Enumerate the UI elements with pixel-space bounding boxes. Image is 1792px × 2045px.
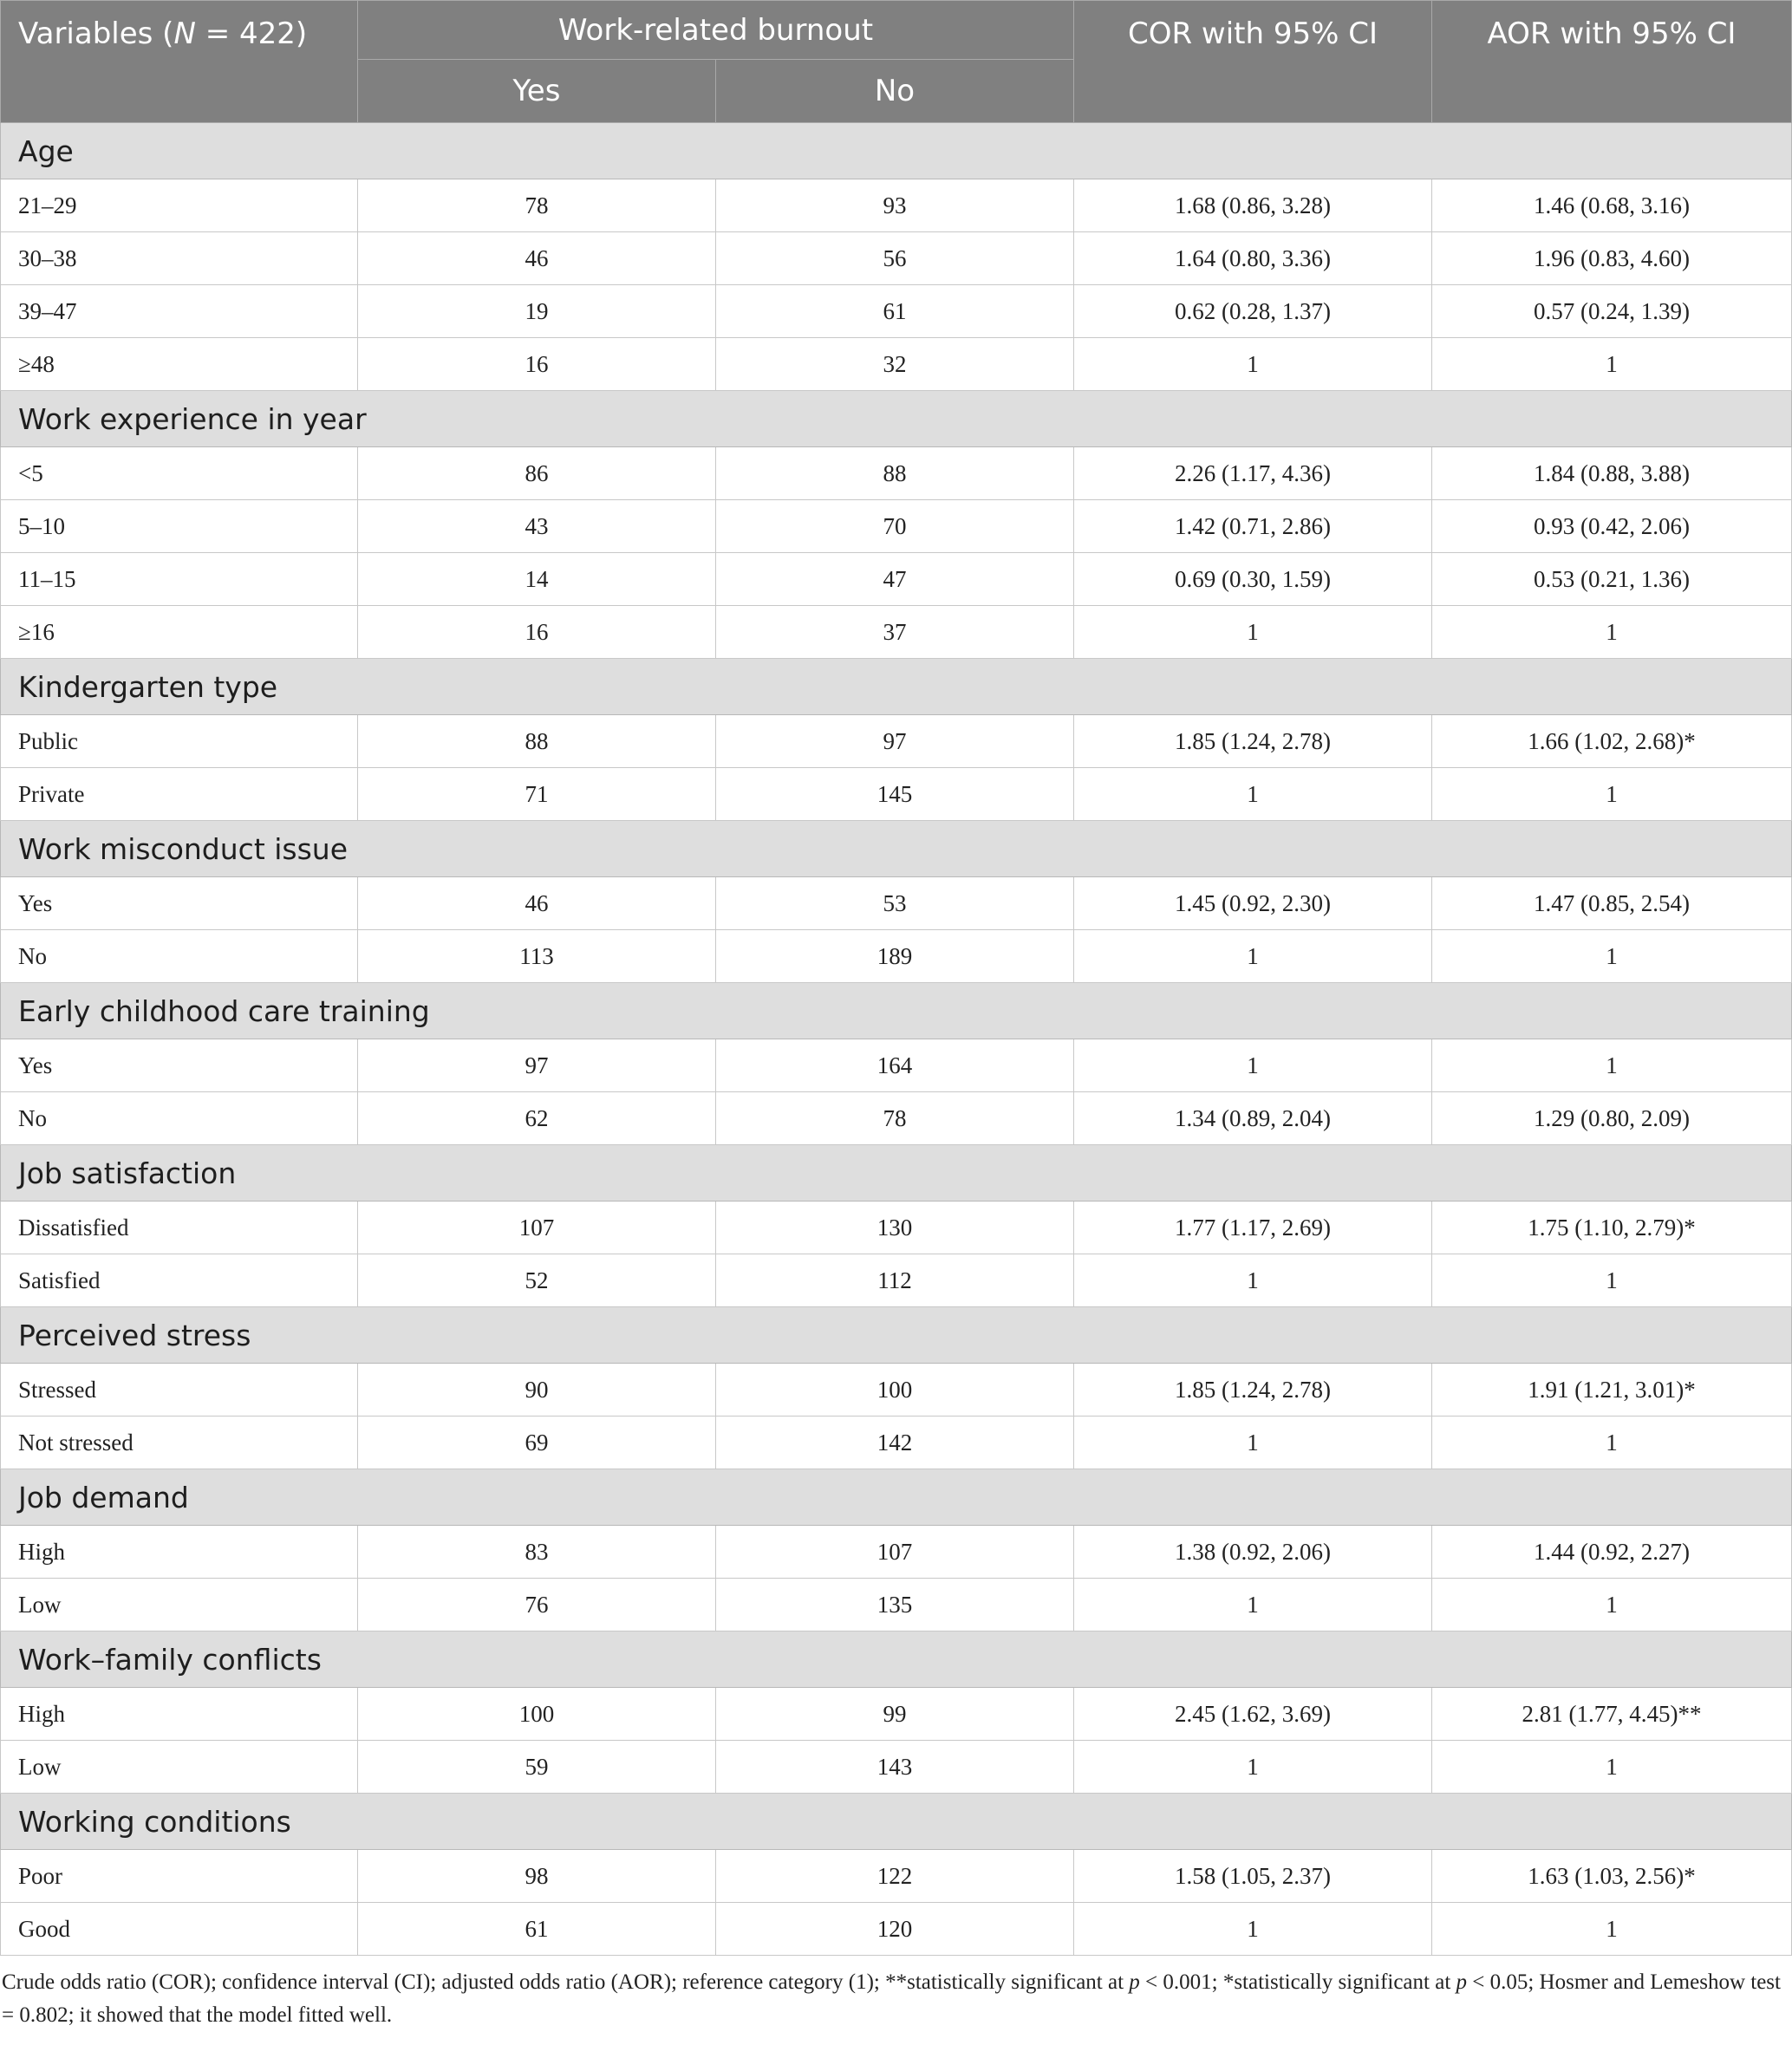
cell-cor: 1 (1074, 1741, 1432, 1794)
cell-yes: 61 (358, 1903, 716, 1956)
cell-aor: 1 (1432, 1254, 1792, 1307)
cell-cor: 1.38 (0.92, 2.06) (1074, 1526, 1432, 1579)
cell-label: ≥48 (1, 338, 358, 391)
cell-yes: 16 (358, 338, 716, 391)
cell-no: 78 (716, 1092, 1074, 1145)
section-row (1, 1307, 1792, 1364)
cell-no: 93 (716, 179, 1074, 232)
cell-no: 70 (716, 500, 1074, 553)
cell-yes: 43 (358, 500, 716, 553)
cell-label: 21–29 (1, 179, 358, 232)
table-row (1, 1417, 1792, 1469)
table-row (1, 232, 1792, 285)
section-row (1, 983, 1792, 1039)
section-row (1, 123, 1792, 179)
table-row (1, 179, 1792, 232)
cell-aor: 1 (1432, 606, 1792, 659)
cell-label: Good (1, 1903, 358, 1956)
table-row (1, 553, 1792, 606)
cell-label: No (1, 930, 358, 983)
cell-cor: 1.68 (0.86, 3.28) (1074, 179, 1432, 232)
cell-cor: 1.85 (1.24, 2.78) (1074, 715, 1432, 768)
cell-aor: 1.75 (1.10, 2.79)* (1432, 1202, 1792, 1254)
header-work-related-burnout: Work-related burnout (358, 1, 1074, 60)
cell-cor: 2.26 (1.17, 4.36) (1074, 447, 1432, 500)
cell-label: Yes (1, 877, 358, 930)
cell-label: Dissatisfied (1, 1202, 358, 1254)
cell-label: 11–15 (1, 553, 358, 606)
cell-no: 143 (716, 1741, 1074, 1794)
cell-label: No (1, 1092, 358, 1145)
header-variables-suffix: = 422) (195, 16, 308, 51)
cell-aor: 1 (1432, 1579, 1792, 1631)
cell-aor: 1 (1432, 768, 1792, 821)
section-title: Job satisfaction (1, 1145, 1792, 1202)
header-no: No (716, 60, 1074, 123)
cell-aor: 2.81 (1.77, 4.45)** (1432, 1688, 1792, 1741)
footnote-part3: < 0.05; Hosmer and Lemeshow test = 0.802; it showed that the model fitted well. (2, 1970, 1781, 2027)
cell-no: 97 (716, 715, 1074, 768)
cell-cor: 1 (1074, 1579, 1432, 1631)
cell-aor: 1.91 (1.21, 3.01)* (1432, 1364, 1792, 1417)
table-row (1, 1039, 1792, 1092)
cell-aor: 1.96 (0.83, 4.60) (1432, 232, 1792, 285)
cell-no: 120 (716, 1903, 1074, 1956)
cell-label: High (1, 1526, 358, 1579)
cell-yes: 46 (358, 232, 716, 285)
section-title: Early childhood care training (1, 983, 1792, 1039)
cell-label: Private (1, 768, 358, 821)
cell-no: 107 (716, 1526, 1074, 1579)
cell-no: 53 (716, 877, 1074, 930)
table-row (1, 715, 1792, 768)
header-variables (1, 1, 358, 123)
cell-cor: 1 (1074, 1254, 1432, 1307)
cell-yes: 90 (358, 1364, 716, 1417)
cell-yes: 107 (358, 1202, 716, 1254)
cell-yes: 14 (358, 553, 716, 606)
cell-aor: 1.29 (0.80, 2.09) (1432, 1092, 1792, 1145)
cell-no: 100 (716, 1364, 1074, 1417)
cell-cor: 1 (1074, 1039, 1432, 1092)
footnote-p2: p (1456, 1970, 1468, 1994)
cell-yes: 46 (358, 877, 716, 930)
header-variables-prefix: Variables ( (18, 16, 174, 51)
cell-label: Yes (1, 1039, 358, 1092)
cell-cor: 1.45 (0.92, 2.30) (1074, 877, 1432, 930)
cell-label: Poor (1, 1850, 358, 1903)
cell-label: 30–38 (1, 232, 358, 285)
cell-aor: 1 (1432, 338, 1792, 391)
cell-label: Not stressed (1, 1417, 358, 1469)
cell-no: 112 (716, 1254, 1074, 1307)
cell-cor: 1.64 (0.80, 3.36) (1074, 232, 1432, 285)
cell-label: ≥16 (1, 606, 358, 659)
cell-yes: 19 (358, 285, 716, 338)
table-row (1, 1579, 1792, 1631)
table-row (1, 500, 1792, 553)
cell-yes: 97 (358, 1039, 716, 1092)
cell-no: 61 (716, 285, 1074, 338)
table-row (1, 338, 1792, 391)
cell-no: 99 (716, 1688, 1074, 1741)
cell-aor: 1 (1432, 1903, 1792, 1956)
section-title: Work experience in year (1, 391, 1792, 447)
cell-yes: 78 (358, 179, 716, 232)
table-row (1, 1254, 1792, 1307)
cell-label: 5–10 (1, 500, 358, 553)
cell-yes: 71 (358, 768, 716, 821)
cell-cor: 1.85 (1.24, 2.78) (1074, 1364, 1432, 1417)
cell-cor: 1.42 (0.71, 2.86) (1074, 500, 1432, 553)
table-row (1, 1741, 1792, 1794)
cell-cor: 0.69 (0.30, 1.59) (1074, 553, 1432, 606)
cell-cor: 1 (1074, 930, 1432, 983)
cell-no: 32 (716, 338, 1074, 391)
section-row (1, 821, 1792, 877)
cell-yes: 62 (358, 1092, 716, 1145)
section-title: Work misconduct issue (1, 821, 1792, 877)
section-title: Job demand (1, 1469, 1792, 1526)
cell-aor: 1.66 (1.02, 2.68)* (1432, 715, 1792, 768)
header-yes: Yes (358, 60, 716, 123)
cell-cor: 1 (1074, 768, 1432, 821)
cell-aor: 1.44 (0.92, 2.27) (1432, 1526, 1792, 1579)
table-row (1, 1092, 1792, 1145)
cell-no: 145 (716, 768, 1074, 821)
table-row (1, 606, 1792, 659)
cell-no: 122 (716, 1850, 1074, 1903)
table-header (1, 1, 1792, 123)
cell-label: <5 (1, 447, 358, 500)
header-variables-n: N (173, 16, 196, 51)
cell-yes: 16 (358, 606, 716, 659)
table-row (1, 285, 1792, 338)
footnote-part2: < 0.001; *statistically significant at (1139, 1970, 1456, 1994)
section-row (1, 659, 1792, 715)
cell-aor: 1 (1432, 1741, 1792, 1794)
table-row (1, 877, 1792, 930)
cell-yes: 69 (358, 1417, 716, 1469)
cell-yes: 88 (358, 715, 716, 768)
cell-yes: 59 (358, 1741, 716, 1794)
table-row (1, 1202, 1792, 1254)
table-row (1, 1903, 1792, 1956)
table-row (1, 1364, 1792, 1417)
section-row (1, 1631, 1792, 1688)
section-title: Kindergarten type (1, 659, 1792, 715)
cell-cor: 1.77 (1.17, 2.69) (1074, 1202, 1432, 1254)
section-row (1, 1469, 1792, 1526)
cell-yes: 83 (358, 1526, 716, 1579)
section-row (1, 1794, 1792, 1850)
cell-aor: 0.93 (0.42, 2.06) (1432, 500, 1792, 553)
cell-no: 37 (716, 606, 1074, 659)
cell-label: Satisfied (1, 1254, 358, 1307)
cell-yes: 113 (358, 930, 716, 983)
cell-cor: 2.45 (1.62, 3.69) (1074, 1688, 1432, 1741)
cell-label: 39–47 (1, 285, 358, 338)
cell-cor: 1 (1074, 338, 1432, 391)
cell-aor: 0.53 (0.21, 1.36) (1432, 553, 1792, 606)
section-title: Perceived stress (1, 1307, 1792, 1364)
cell-yes: 76 (358, 1579, 716, 1631)
cell-yes: 52 (358, 1254, 716, 1307)
table-row (1, 447, 1792, 500)
cell-label: Low (1, 1579, 358, 1631)
cell-no: 135 (716, 1579, 1074, 1631)
cell-cor: 1.34 (0.89, 2.04) (1074, 1092, 1432, 1145)
cell-aor: 0.57 (0.24, 1.39) (1432, 285, 1792, 338)
section-row (1, 1145, 1792, 1202)
cell-aor: 1 (1432, 1417, 1792, 1469)
cell-no: 47 (716, 553, 1074, 606)
table-footnote (2, 1966, 1788, 2032)
cell-aor: 1 (1432, 1039, 1792, 1092)
cell-no: 88 (716, 447, 1074, 500)
footnote-p1: p (1129, 1970, 1140, 1994)
cell-aor: 1.46 (0.68, 3.16) (1432, 179, 1792, 232)
cell-label: Public (1, 715, 358, 768)
cell-aor: 1.63 (1.03, 2.56)* (1432, 1850, 1792, 1903)
cell-yes: 100 (358, 1688, 716, 1741)
cell-cor: 1 (1074, 1417, 1432, 1469)
cell-no: 142 (716, 1417, 1074, 1469)
table-row (1, 1850, 1792, 1903)
cell-aor: 1 (1432, 930, 1792, 983)
header-aor: AOR with 95% CI (1432, 1, 1792, 123)
cell-yes: 98 (358, 1850, 716, 1903)
section-title: Work–family conflicts (1, 1631, 1792, 1688)
cell-no: 56 (716, 232, 1074, 285)
cell-aor: 1.47 (0.85, 2.54) (1432, 877, 1792, 930)
cell-cor: 0.62 (0.28, 1.37) (1074, 285, 1432, 338)
table-row (1, 1526, 1792, 1579)
table-body (1, 123, 1792, 1956)
cell-no: 130 (716, 1202, 1074, 1254)
footnote-part1: Crude odds ratio (COR); confidence interval (CI); adjusted odds ratio (AOR); reference category (1); **statistically significant at (2, 1970, 1130, 1994)
section-row (1, 391, 1792, 447)
table-row (1, 930, 1792, 983)
cell-aor: 1.84 (0.88, 3.88) (1432, 447, 1792, 500)
cell-cor: 1 (1074, 1903, 1432, 1956)
cell-no: 164 (716, 1039, 1074, 1092)
table-row (1, 1688, 1792, 1741)
header-cor: COR with 95% CI (1074, 1, 1432, 123)
cell-no: 189 (716, 930, 1074, 983)
section-title: Working conditions (1, 1794, 1792, 1850)
cell-cor: 1 (1074, 606, 1432, 659)
cell-label: Low (1, 1741, 358, 1794)
cell-cor: 1.58 (1.05, 2.37) (1074, 1850, 1432, 1903)
section-title: Age (1, 123, 1792, 179)
cell-yes: 86 (358, 447, 716, 500)
cell-label: High (1, 1688, 358, 1741)
table-row (1, 768, 1792, 821)
cell-label: Stressed (1, 1364, 358, 1417)
